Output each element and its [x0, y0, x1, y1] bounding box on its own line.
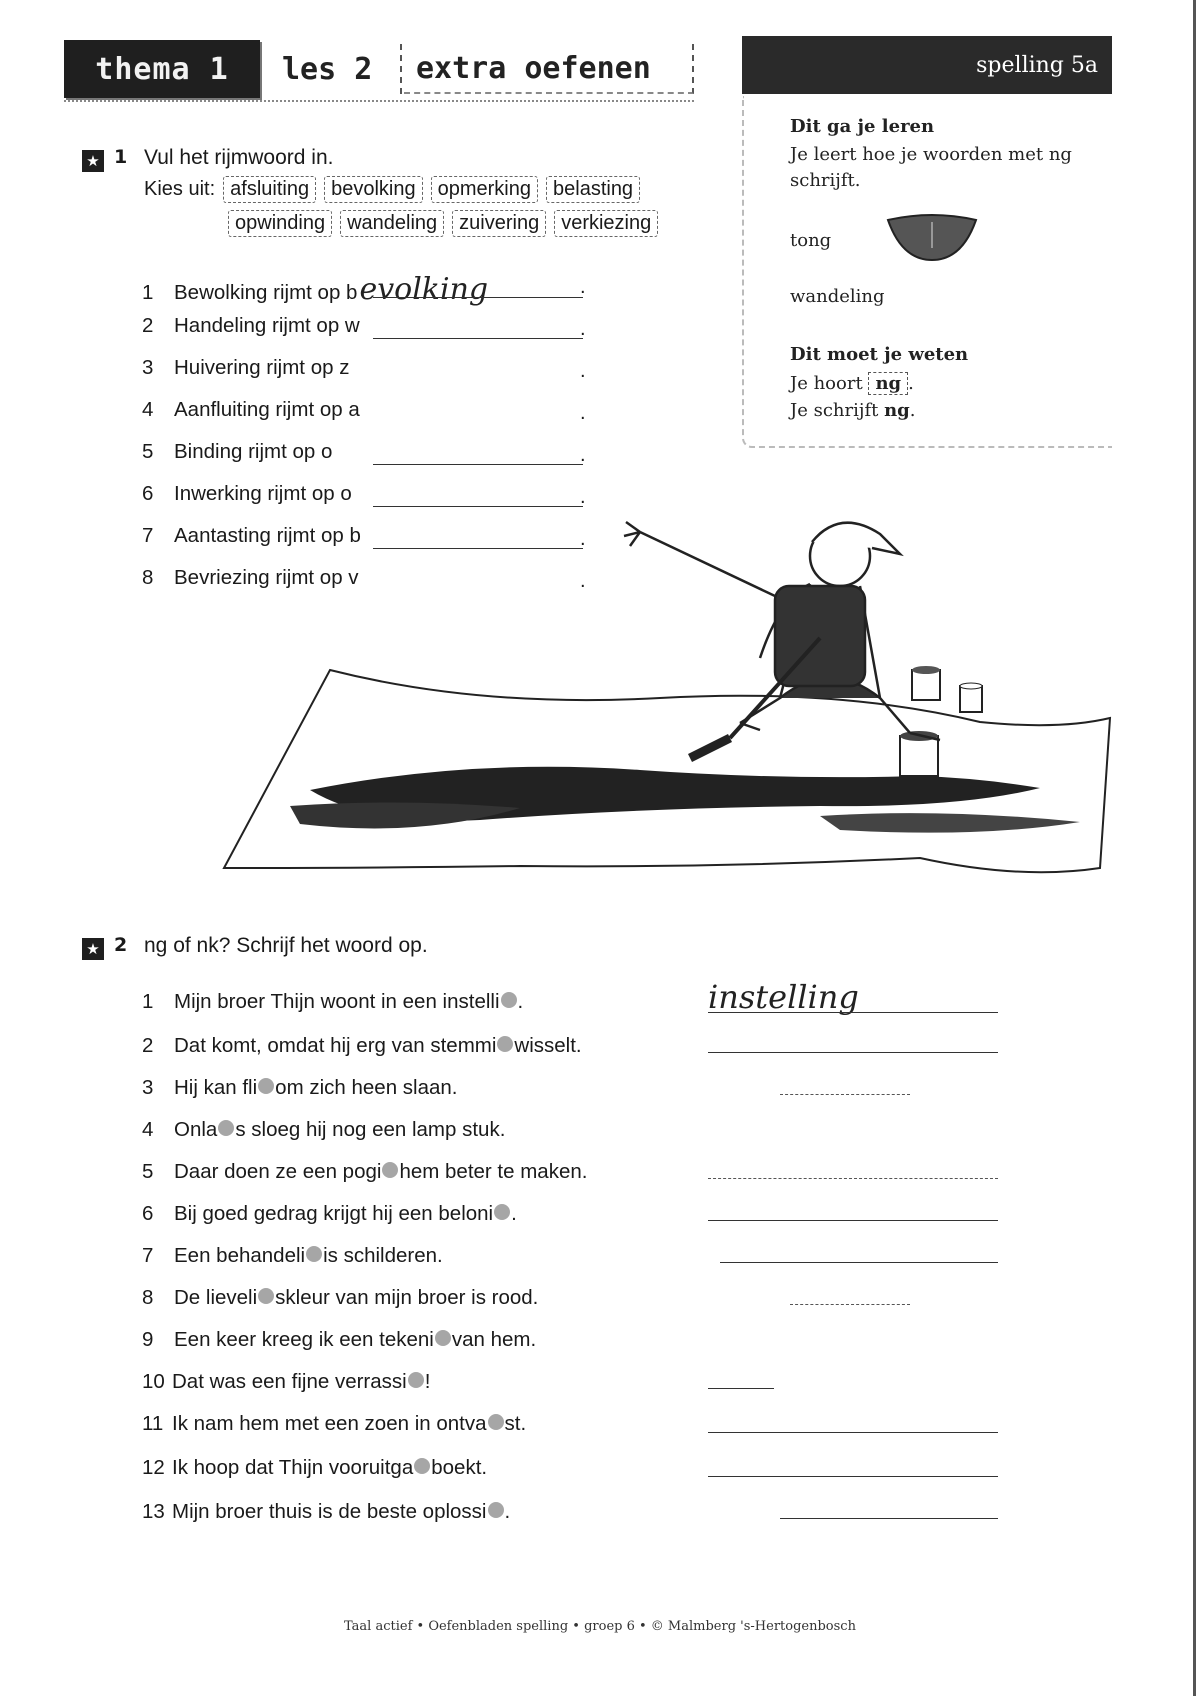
paint-bucket — [912, 666, 940, 700]
item-number: 2 — [142, 1034, 154, 1057]
spelling-banner — [742, 36, 1112, 94]
exercise-1-item — [140, 440, 332, 464]
item-number: 8 — [142, 1286, 154, 1309]
item-text: Bevriezing rijmt op v — [174, 566, 359, 589]
item-after: hem beter te maken. — [399, 1160, 588, 1183]
exercise-1-number: 1 — [114, 146, 128, 168]
answer-line[interactable] — [780, 1094, 910, 1095]
answer-line[interactable] — [790, 1304, 910, 1305]
item-number: 5 — [142, 440, 154, 463]
star-icon: ★ — [82, 938, 104, 960]
item-after: skleur van mijn broer is rood. — [275, 1286, 539, 1309]
exercise-2-item — [140, 1202, 517, 1226]
write-letters: ng — [884, 400, 910, 421]
line-end-dot: . — [580, 528, 586, 550]
sound-chip-ng: ng — [868, 372, 908, 395]
exercise-2-item — [140, 1034, 582, 1058]
line-end-dot: . — [580, 570, 586, 592]
learn-line-1: Je leert hoe je woorden met ng — [790, 144, 1072, 165]
line-end-dot: . — [580, 276, 586, 298]
item-number: 4 — [142, 1118, 154, 1141]
answer-line[interactable] — [708, 1388, 774, 1389]
write-rule — [790, 400, 916, 421]
item-after: ! — [424, 1370, 431, 1393]
answer-line[interactable] — [720, 1262, 998, 1263]
item-before: Een behandeli — [174, 1244, 306, 1267]
exercise-1-item — [140, 398, 360, 422]
exercise-2-title: ng of nk? Schrijf het woord op. — [144, 934, 428, 957]
choice-row-2 — [228, 210, 658, 237]
answer-line[interactable] — [373, 464, 583, 465]
item-before: Hij kan fli — [174, 1076, 258, 1099]
item-number: 11 — [142, 1412, 164, 1435]
item-text: Huivering rijmt op z — [174, 356, 350, 379]
lesson-label: les 2 — [270, 44, 402, 94]
page-footer: Taal actief • Oefenbladen spelling • groep 6 • © Malmberg 's-Hertogenbosch — [344, 1619, 856, 1634]
item-number: 3 — [142, 356, 154, 379]
exercise-2-item — [140, 1160, 587, 1184]
item-before: Ik hoop dat Thijn vooruitga — [172, 1456, 414, 1479]
item-text: Bewolking rijmt op b — [174, 281, 358, 304]
exercise-2-item — [140, 1286, 538, 1310]
item-number: 8 — [142, 566, 154, 589]
blurred-letters — [488, 1414, 504, 1430]
line-end-dot: . — [580, 402, 586, 424]
item-before: Mijn broer thuis is de beste oplossi — [172, 1500, 487, 1523]
answer-line[interactable] — [708, 1012, 998, 1013]
exercise-2-item — [140, 990, 523, 1014]
line-end-dot: . — [580, 318, 586, 340]
blurred-letters — [306, 1246, 322, 1262]
blurred-letters — [435, 1330, 451, 1346]
exercise-1-item — [140, 482, 352, 506]
hear-suffix: . — [908, 373, 914, 394]
item-after: . — [517, 990, 524, 1013]
item-after: s sloeg hij nog een lamp stuk. — [235, 1118, 506, 1141]
item-after: wisselt. — [514, 1034, 582, 1057]
write-prefix: Je schrijft — [790, 400, 879, 421]
exercise-2-item — [140, 1328, 536, 1352]
choice-chip: verkiezing — [554, 210, 658, 237]
item-before: Een keer kreeg ik een tekeni — [174, 1328, 434, 1351]
blurred-letters — [258, 1288, 274, 1304]
know-title: Dit moet je weten — [790, 344, 969, 365]
choice-chip: zuivering — [452, 210, 546, 237]
section-label: extra oefenen — [404, 44, 694, 94]
item-number: 6 — [142, 482, 154, 505]
item-number: 3 — [142, 1076, 154, 1099]
item-after: . — [511, 1202, 517, 1225]
header-divider — [64, 100, 694, 102]
answer-line[interactable] — [708, 1476, 998, 1477]
choose-label: Kies uit: — [144, 178, 216, 200]
exercise-2-item — [140, 1118, 505, 1142]
answer-line[interactable] — [708, 1220, 998, 1221]
item-after: st. — [504, 1412, 527, 1435]
item-number: 6 — [142, 1202, 154, 1225]
exercise-2-item — [140, 1244, 443, 1268]
item-before: Daar doen ze een pogi — [174, 1160, 382, 1183]
exercise-2-number: 2 — [114, 934, 128, 956]
exercise-2-item — [140, 1500, 510, 1524]
answer-line[interactable] — [373, 338, 583, 339]
blurred-letters — [258, 1078, 274, 1094]
blurred-letters — [382, 1162, 398, 1178]
choice-chip: bevolking — [324, 176, 423, 203]
thema-label: thema 1 — [64, 40, 260, 98]
exercise-2-item — [140, 1456, 487, 1480]
blurred-letters — [497, 1036, 513, 1052]
item-number: 5 — [142, 1160, 154, 1183]
choice-chip: opmerking — [431, 176, 538, 203]
blurred-letters — [494, 1204, 510, 1220]
exercise-1-item — [140, 356, 349, 380]
item-before: De lieveli — [174, 1286, 258, 1309]
item-before: Dat was een fijne verrassi — [172, 1370, 407, 1393]
scan-edge — [1193, 0, 1196, 1696]
choice-chip: afsluiting — [223, 176, 316, 203]
handwritten-answer: instelling — [708, 978, 859, 1016]
blurred-letters — [408, 1372, 424, 1388]
answer-line[interactable] — [373, 297, 583, 298]
painter-illustration — [220, 508, 1120, 888]
exercise-2-item — [140, 1076, 458, 1100]
item-number: 13 — [142, 1500, 165, 1523]
spelling-label: spelling 5a — [976, 52, 1098, 78]
choice-chip: opwinding — [228, 210, 332, 237]
learn-line-2: schrijft. — [790, 170, 861, 191]
item-number: 1 — [142, 990, 154, 1013]
item-before: Mijn broer Thijn woont in een instelli — [174, 990, 500, 1013]
item-text: Handeling rijmt op w — [174, 314, 360, 337]
choice-chip: wandeling — [340, 210, 444, 237]
handwritten-answer: evolking — [359, 272, 489, 307]
blurred-letters — [218, 1120, 234, 1136]
answer-line[interactable] — [708, 1178, 998, 1179]
blurred-letters — [488, 1502, 504, 1518]
item-text: Aanfluiting rijmt op a — [174, 398, 360, 421]
exercise-2-item — [140, 1412, 526, 1436]
item-number: 4 — [142, 398, 154, 421]
item-after: . — [504, 1500, 511, 1523]
item-after: boekt. — [431, 1456, 488, 1479]
exercise-1-item — [140, 314, 360, 338]
item-text: Aantasting rijmt op b — [174, 524, 361, 547]
item-before: Dat komt, omdat hij erg van stemmi — [174, 1034, 497, 1057]
item-number: 2 — [142, 314, 154, 337]
hear-prefix: Je hoort — [790, 373, 863, 394]
answer-line[interactable] — [708, 1052, 998, 1053]
example-word-wandeling: wandeling — [790, 286, 885, 307]
item-before: Onla — [174, 1118, 218, 1141]
line-end-dot: . — [580, 486, 586, 508]
info-box — [742, 96, 1112, 448]
paint-bucket — [960, 683, 982, 712]
choice-row-1 — [144, 176, 640, 203]
item-after: is schilderen. — [323, 1244, 443, 1267]
item-number: 12 — [142, 1456, 165, 1479]
blurred-letters — [414, 1458, 430, 1474]
write-suffix: . — [909, 400, 916, 421]
item-text: Inwerking rijmt op o — [174, 482, 352, 505]
item-text: Binding rijmt op o — [174, 440, 333, 463]
exercise-1-item — [140, 272, 488, 307]
line-end-dot: . — [580, 444, 586, 466]
item-number: 9 — [142, 1328, 154, 1351]
item-before: Bij goed gedrag krijgt hij een beloni — [174, 1202, 494, 1225]
item-number: 10 — [142, 1370, 165, 1393]
example-word-tong: tong — [790, 230, 832, 251]
exercise-1-title: Vul het rijmwoord in. — [144, 146, 334, 169]
item-number: 7 — [142, 1244, 154, 1267]
blurred-letters — [501, 992, 517, 1008]
item-number: 7 — [142, 524, 154, 547]
answer-line[interactable] — [780, 1518, 998, 1519]
tongue-illustration — [884, 208, 980, 264]
exercise-2-item — [140, 1370, 430, 1394]
item-after: van hem. — [451, 1328, 537, 1351]
star-icon: ★ — [82, 150, 104, 172]
learn-title: Dit ga je leren — [790, 116, 935, 137]
answer-line[interactable] — [708, 1432, 998, 1433]
item-after: om zich heen slaan. — [275, 1076, 458, 1099]
hear-rule — [790, 372, 914, 395]
item-before: Ik nam hem met een zoen in ontva — [172, 1412, 487, 1435]
answer-line[interactable] — [373, 506, 583, 507]
choice-chip: belasting — [546, 176, 640, 203]
line-end-dot: . — [580, 360, 586, 382]
item-number: 1 — [142, 281, 154, 304]
